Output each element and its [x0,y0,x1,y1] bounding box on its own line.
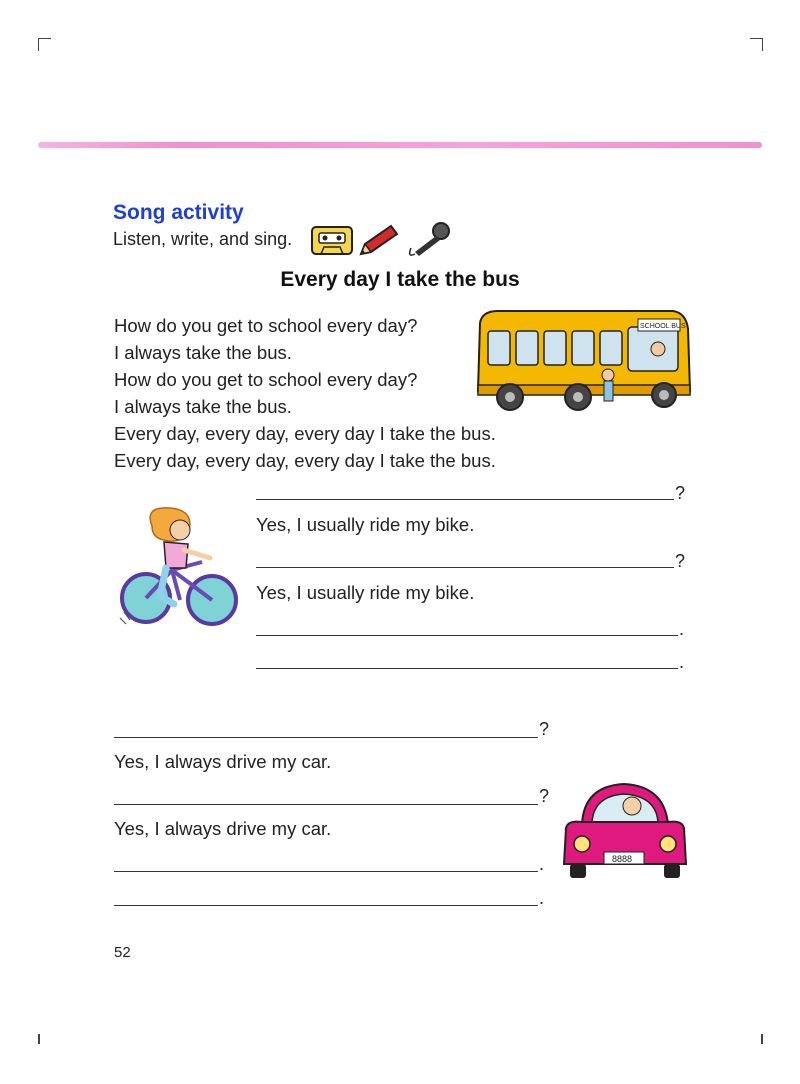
crop-mark-bottom-right [761,1034,763,1044]
song-line: How do you get to school every day? [114,315,418,336]
song-line: I always take the bus. [114,342,292,363]
period-mark: . [679,619,685,639]
question-mark: ? [675,483,686,503]
pink-car-illustration [560,778,690,882]
instruction-icons [311,222,456,258]
girl-riding-bike-illustration [114,500,244,632]
period-mark: . [679,652,685,672]
period-mark: . [539,888,545,908]
write-line-statement[interactable] [114,905,538,906]
activity-instruction: Listen, write, and sing. [113,229,293,249]
car-answer: Yes, I always drive my car. [114,751,332,772]
microphone-icon [410,223,449,256]
period-mark: . [539,854,545,874]
page-number: 52 [114,944,131,961]
question-mark: ? [675,551,686,571]
song-line: I always take the bus. [114,396,292,417]
activity-heading: Song activity [113,201,244,224]
question-mark: ? [539,786,550,806]
write-line-question[interactable] [114,804,538,805]
question-mark: ? [539,719,550,739]
school-bus-illustration [468,305,696,417]
song-line: Every day, every day, every day I take the bus. [114,450,496,471]
pink-divider [38,142,762,148]
pencil-icon [361,226,397,254]
cassette-icon [312,227,352,254]
car-answer: Yes, I always drive my car. [114,818,332,839]
write-line-question[interactable] [256,499,674,500]
song-title: Every day I take the bus [280,268,520,291]
song-line: How do you get to school every day? [114,369,418,390]
write-line-statement[interactable] [256,668,678,669]
write-line-question[interactable] [256,567,674,568]
crop-mark-top-left [38,38,51,51]
song-line: Every day, every day, every day I take the bus. [114,423,496,444]
bike-answer: Yes, I usually ride my bike. [256,514,475,535]
write-line-question[interactable] [114,737,538,738]
crop-mark-bottom-left [38,1034,40,1044]
crop-mark-top-right [750,38,763,51]
write-line-statement[interactable] [114,871,538,872]
bus-sign-text: SCHOOL BUS [640,323,686,330]
license-plate-text: 8888 [612,854,633,864]
write-line-statement[interactable] [256,635,678,636]
bike-answer: Yes, I usually ride my bike. [256,582,475,603]
